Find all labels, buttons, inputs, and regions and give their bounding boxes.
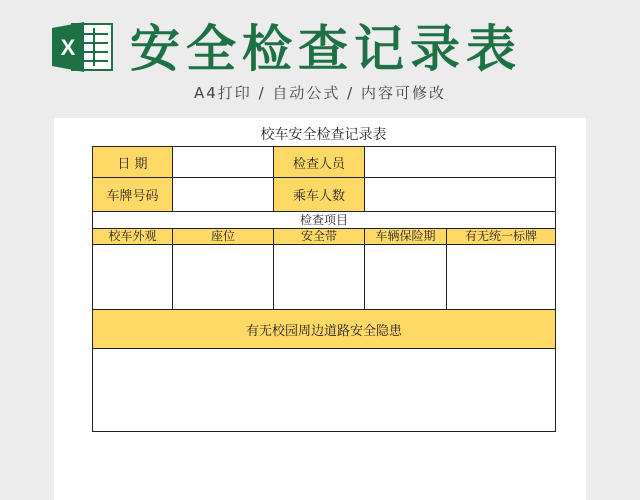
- form-title: 校车安全检查记录表: [260, 127, 387, 143]
- table-row: [93, 310, 556, 349]
- insurance-cell[interactable]: [365, 245, 447, 310]
- plate-value-cell[interactable]: [173, 178, 274, 212]
- excel-icon: [50, 18, 114, 76]
- inspector-value-cell[interactable]: [365, 147, 556, 178]
- page-title: 安全检查记录表: [130, 19, 522, 78]
- inspection-form: [92, 124, 555, 432]
- inspector-label: 检查人员: [274, 147, 365, 178]
- passengers-value-cell[interactable]: [365, 178, 556, 212]
- seat-cell[interactable]: [173, 245, 274, 310]
- page-subtitle: A4打印 / 自动公式 / 内容可修改: [194, 84, 446, 102]
- banner: [0, 0, 640, 118]
- column-header: 有无统一标牌: [447, 229, 556, 245]
- section-label: 检查项目: [93, 212, 556, 229]
- signage-cell[interactable]: [447, 245, 556, 310]
- appearance-cell[interactable]: [93, 245, 173, 310]
- column-header: 车辆保险期: [365, 229, 447, 245]
- hazard-label: 有无校园周边道路安全隐患: [93, 310, 556, 349]
- hazard-notes-cell[interactable]: [93, 349, 556, 432]
- table-row: [93, 349, 556, 432]
- logo-letter: X: [60, 35, 76, 60]
- seatbelt-cell[interactable]: [274, 245, 365, 310]
- table-row: [93, 178, 556, 212]
- column-header: 校车外观: [93, 229, 173, 245]
- column-header-row: [93, 229, 556, 245]
- passengers-label: 乘车人数: [274, 178, 365, 212]
- form-table: [92, 146, 556, 432]
- date-value-cell[interactable]: [173, 147, 274, 178]
- date-label: 日 期: [93, 147, 173, 178]
- table-row: [93, 147, 556, 178]
- table-row: [93, 212, 556, 229]
- table-row: [93, 245, 556, 310]
- column-header: 座位: [173, 229, 274, 245]
- plate-label: 车牌号码: [93, 178, 173, 212]
- column-header: 安全带: [274, 229, 365, 245]
